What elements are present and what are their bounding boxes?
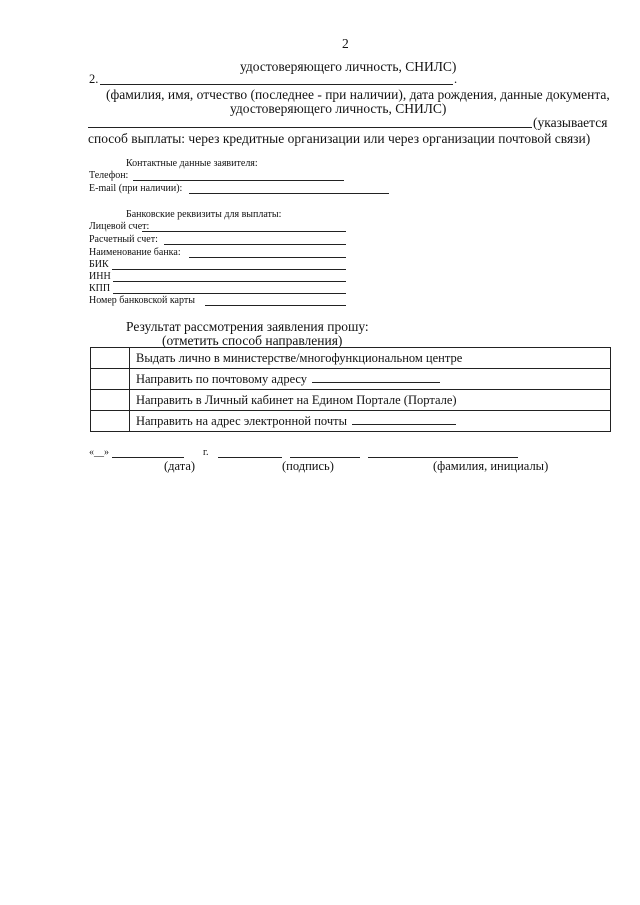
full-name-field[interactable] (368, 457, 518, 458)
bank-field-label: КПП (89, 283, 111, 294)
contacts-heading: Контактные данные заявителя: (126, 158, 258, 169)
option-label-text: Направить по почтовому адресу (136, 371, 308, 386)
bank-field-label: ИНН (89, 271, 111, 282)
payment-note-line2: способ выплаты: через кредитные организации или через организации почтовой связи) (88, 131, 591, 146)
option-checkbox-in-person[interactable] (91, 348, 130, 369)
option-checkbox-post[interactable] (91, 369, 130, 390)
name-caption: (фамилия, инициалы) (433, 459, 549, 473)
item-2-period: . (454, 72, 458, 86)
email-label: E-mail (при наличии): (89, 183, 183, 194)
postal-address-field[interactable] (312, 372, 440, 383)
item-2-fill-line[interactable] (100, 84, 453, 85)
option-label-text: Направить на адрес электронной почты (136, 413, 347, 428)
year-suffix: г. (203, 447, 209, 458)
bank-heading: Банковские реквизиты для выплаты: (126, 209, 282, 220)
bank-field-label: Расчетный счет: (89, 234, 158, 245)
result-subheading: (отметить способ направления) (162, 333, 343, 348)
option-checkbox-email[interactable] (91, 411, 130, 432)
table-row (91, 390, 611, 411)
page-number: 2 (342, 36, 349, 51)
inn-field[interactable] (113, 281, 346, 282)
payment-method-fill-line[interactable] (88, 127, 532, 128)
email-address-field[interactable] (352, 414, 456, 425)
result-heading: Результат рассмотрения заявления прошу: (126, 319, 369, 334)
option-label (130, 369, 611, 390)
date-field[interactable] (112, 457, 184, 458)
phone-field[interactable] (133, 180, 344, 181)
signature-field[interactable] (290, 457, 360, 458)
email-field[interactable] (189, 193, 389, 194)
bank-name-field[interactable] (189, 257, 346, 258)
option-label (130, 411, 611, 432)
card-number-field[interactable] (205, 305, 346, 306)
delivery-options-table (90, 347, 611, 432)
bik-field[interactable] (112, 269, 346, 270)
signature-caption: (подпись) (282, 459, 334, 473)
phone-label: Телефон: (89, 170, 129, 181)
item-2-number: 2. (89, 72, 99, 86)
item-2-caption-line1: (фамилия, имя, отчество (последнее - при наличии), дата рождения, данные документа, (106, 87, 610, 102)
account-field[interactable] (142, 231, 346, 232)
doc-caption-end: удостоверяющего личность, СНИЛС) (240, 59, 457, 74)
option-label: Направить в Личный кабинет на Едином Портале (Портале) (130, 390, 611, 411)
bank-field-label: БИК (89, 259, 109, 270)
option-checkbox-portal[interactable] (91, 390, 130, 411)
bank-field-label: Наименование банка: (89, 247, 181, 258)
date-day-prefix: «__» (89, 447, 109, 458)
payment-note-suffix: (указывается (533, 115, 608, 130)
table-row (91, 369, 611, 390)
kpp-field[interactable] (113, 293, 346, 294)
date-caption: (дата) (164, 459, 196, 473)
bank-field-label: Номер банковской карты (89, 295, 195, 306)
bank-field-label: Лицевой счет: (89, 221, 150, 232)
item-2-caption-line2: удостоверяющего личность, СНИЛС) (230, 101, 447, 116)
table-row (91, 348, 611, 369)
option-label: Выдать лично в министерстве/многофункциональном центре (130, 348, 611, 369)
table-row (91, 411, 611, 432)
settlement-account-field[interactable] (164, 244, 346, 245)
extra-date-field[interactable] (218, 457, 282, 458)
